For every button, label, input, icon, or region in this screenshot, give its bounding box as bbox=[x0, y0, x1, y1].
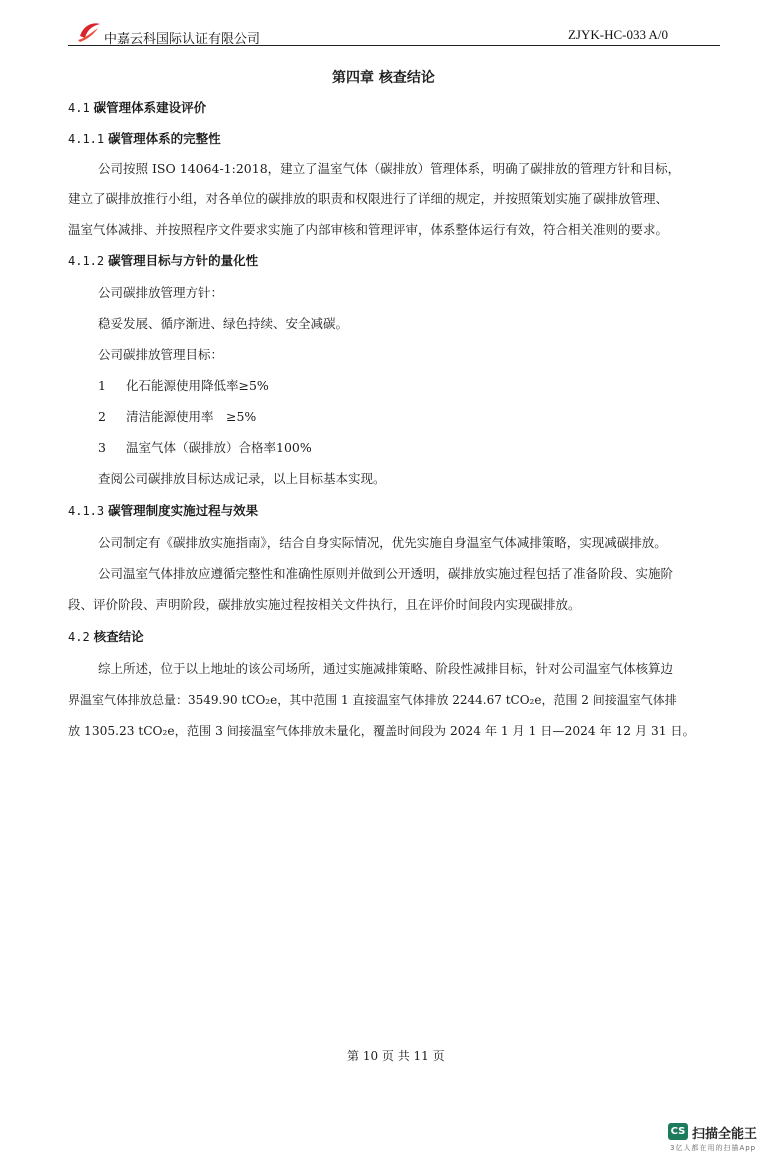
document-number: ZJYK-HC-033 A/0 bbox=[567, 27, 668, 42]
section-heading bbox=[68, 629, 144, 645]
page-header bbox=[68, 18, 720, 48]
page-number: 第 10 页 共 11 页 bbox=[347, 1049, 445, 1063]
policy-label: 公司碳排放管理方针： bbox=[98, 285, 224, 300]
section-number: 4.1.2 bbox=[68, 254, 105, 268]
check-statement: 查阅公司碳排放目标达成记录，以上目标基本实现。 bbox=[98, 471, 386, 486]
section-heading bbox=[68, 100, 206, 116]
scanner-tagline: 3亿人都在用的扫描App bbox=[670, 1144, 757, 1152]
goal-text: 清洁能源使用率 ≥5% bbox=[126, 409, 257, 424]
section-number: 4.1.3 bbox=[68, 504, 105, 518]
paragraph-line: 公司制定有《碳排放实施指南》，结合自身实际情况，优先实施自身温室气体减排策略，实现减碳排放。 bbox=[98, 535, 667, 550]
goal-number: 2 bbox=[98, 409, 106, 424]
paragraph-line: 公司温室气体排放应遵循完整性和准确性原则并做到公开透明，碳排放实施过程包括了准备阶段、实施阶 bbox=[98, 566, 674, 581]
chapter-title: 第四章 核查结论 bbox=[332, 70, 435, 86]
paragraph-line: 建立了碳排放推行小组，对各单位的碳排放的职责和权限进行了详细的规定，并按照策划实施了碳排放管理、 bbox=[68, 191, 669, 206]
paragraph-line: 放 1305.23 tCO₂e，范围 3 间接温室气体排放未量化，覆盖时间段为 2024 年 1 月 1 日—2024 年 12 月 31 日。 bbox=[68, 724, 695, 738]
section-number: 4.1 bbox=[68, 101, 90, 115]
section-title: 核查结论 bbox=[93, 629, 144, 644]
section-title: 碳管理体系的完整性 bbox=[108, 131, 221, 146]
company-logo-icon bbox=[76, 18, 102, 44]
goal-number: 3 bbox=[98, 440, 106, 455]
scanner-watermark bbox=[668, 1123, 768, 1155]
section-number: 4.1.1 bbox=[68, 132, 105, 146]
paragraph-line: 公司按照 ISO 14064-1:2018，建立了温室气体（碳排放）管理体系，明确了碳排放的管理方针和目标， bbox=[98, 161, 681, 176]
goal-text: 温室气体（碳排放）合格率100% bbox=[126, 440, 312, 455]
goal-text: 化石能源使用降低率≥5% bbox=[126, 378, 269, 393]
subsection-heading bbox=[68, 503, 258, 519]
cs-logo-icon: CS bbox=[668, 1123, 688, 1140]
paragraph-line: 综上所述，位于以上地址的该公司场所，通过实施减排策略、阶段性减排目标，针对公司温室气体核算边 bbox=[98, 661, 674, 676]
scanner-app-name: 扫描全能王 bbox=[692, 1127, 758, 1142]
paragraph-line: 温室气体减排、并按照程序文件要求实施了内部审核和管理评审，体系整体运行有效，符合相关准则的要求。 bbox=[68, 222, 669, 237]
section-title: 碳管理目标与方针的量化性 bbox=[108, 253, 259, 268]
section-title: 碳管理体系建设评价 bbox=[93, 100, 207, 115]
paragraph-line: 段、评价阶段、声明阶段，碳排放实施过程按相关文件执行，且在评价时间段内实现碳排放。 bbox=[68, 597, 581, 612]
paragraph-line: 界温室气体排放总量：3549.90 tCO₂e，其中范围 1 直接温室气体排放 2244.67 tCO₂e，范围 2 间接温室气体排 bbox=[68, 693, 677, 707]
goal-item bbox=[98, 409, 257, 425]
company-name: 中嘉云科国际认证有限公司 bbox=[104, 32, 261, 47]
goal-label: 公司碳排放管理目标： bbox=[98, 347, 224, 362]
subsection-heading bbox=[68, 253, 258, 269]
header-divider bbox=[68, 45, 720, 46]
goal-number: 1 bbox=[98, 378, 106, 393]
section-number: 4.2 bbox=[68, 630, 90, 644]
goal-item bbox=[98, 378, 269, 394]
goal-item bbox=[98, 440, 312, 456]
section-title: 碳管理制度实施过程与效果 bbox=[108, 503, 259, 518]
policy-text: 稳妥发展、循序渐进、绿色持续、安全减碳。 bbox=[98, 316, 349, 331]
subsection-heading bbox=[68, 131, 221, 147]
